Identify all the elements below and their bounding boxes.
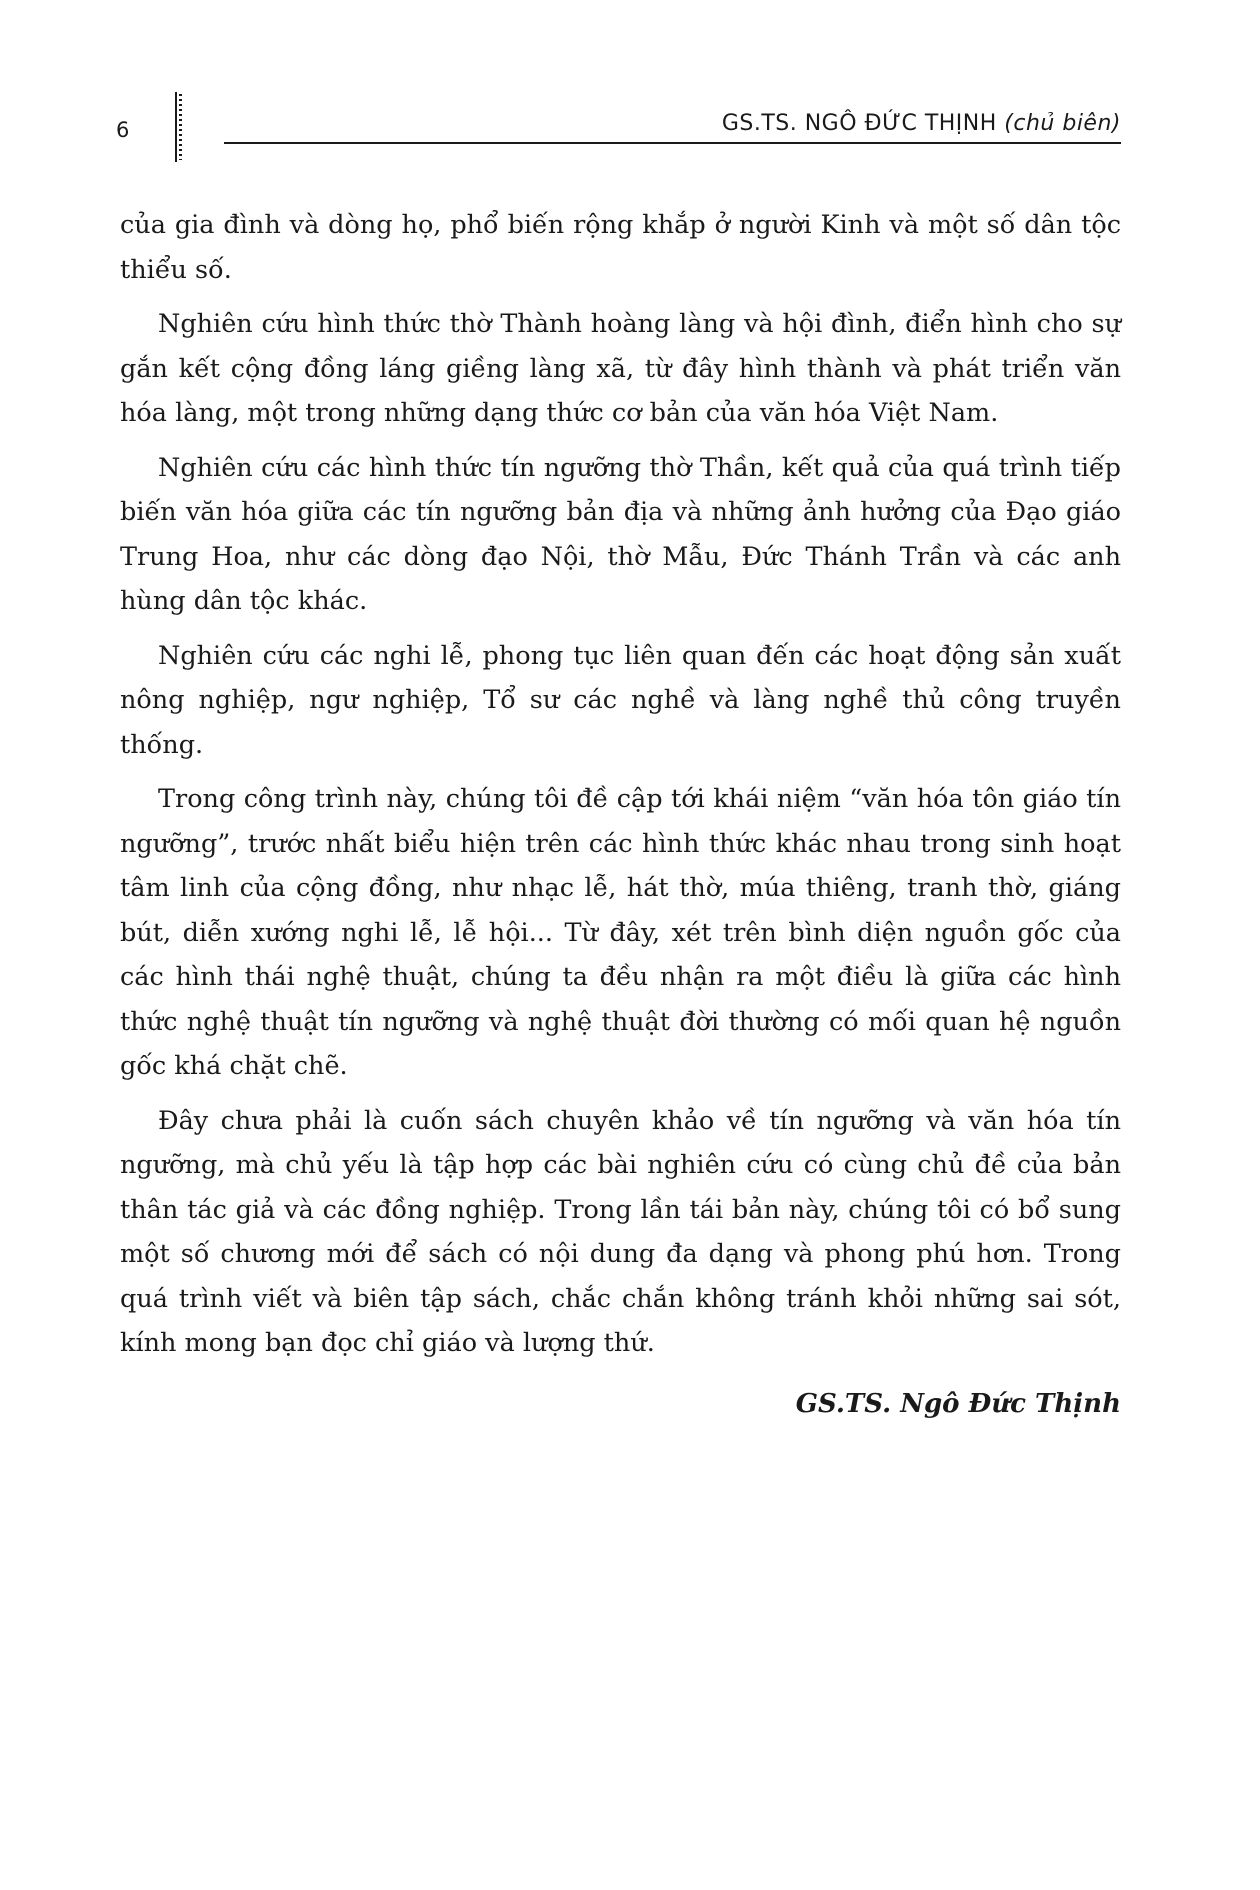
header-ornament bbox=[172, 92, 184, 162]
paragraph: Đây chưa phải là cuốn sách chuyên khảo về tín ngưỡng và văn hóa tín ngưỡng, mà chủ yếu là tập hợp các bài nghiên cứu có cùng chủ đề của bản thân tác giả và các đồng nghiệp. Trong lần tái bản này, chúng tôi có bổ sung một số chương mới để sách có nội dung đa dạng và phong phú hơn. Trong quá trình viết và biên tập sách, chắc chắn không tránh khỏi những sai sót, kính mong bạn đọc chỉ giáo và lượng thứ. bbox=[120, 1105, 1121, 1358]
page-number: 6 bbox=[116, 118, 130, 142]
ornament-bar bbox=[175, 92, 177, 162]
paragraph: Trong công trình này, chúng tôi đề cập tới khái niệm “văn hóa tôn giáo tín ngưỡng”, trước nhất biểu hiện trên các hình thức khác nhau trong sinh hoạt tâm linh của cộng đồng, như nhạc lễ, hát thờ, múa thiêng, tranh thờ, giáng bút, diễn xướng nghi lễ, lễ hội... Từ đây, xét trên bình diện nguồn gốc của các hình thái nghệ thuật, chúng ta đều nhận ra một điều là giữa các hình thức nghệ thuật tín ngưỡng và nghệ thuật đời thường có mối quan hệ nguồn gốc khá chặt chẽ. bbox=[120, 784, 1121, 1081]
ornament-dots bbox=[179, 94, 182, 160]
author-signature: GS.TS. Ngô Đức Thịnh bbox=[795, 1388, 1121, 1419]
body-text bbox=[120, 203, 1121, 1426]
paragraph: Nghiên cứu hình thức thờ Thành hoàng làng và hội đình, điển hình cho sự gắn kết cộng đồng láng giềng làng xã, từ đây hình thành và phát triển văn hóa làng, một trong những dạng thức cơ bản của văn hóa Việt Nam. bbox=[120, 309, 1121, 428]
paragraph: Nghiên cứu các hình thức tín ngưỡng thờ Thần, kết quả của quá trình tiếp biến văn hóa giữa các tín ngưỡng bản địa và những ảnh hưởng của Đạo giáo Trung Hoa, như các dòng đạo Nội, thờ Mẫu, Đức Thánh Trần và các anh hùng dân tộc khác. bbox=[120, 452, 1121, 616]
running-head-role: (chủ biên) bbox=[1004, 111, 1121, 136]
running-head bbox=[600, 110, 1121, 138]
running-head-author: GS.TS. NGÔ ĐỨC THỊNH bbox=[721, 111, 997, 136]
paragraph: Nghiên cứu các nghi lễ, phong tục liên quan đến các hoạt động sản xuất nông nghiệp, ngư nghiệp, Tổ sư các nghề và làng nghề thủ công truyền thống. bbox=[120, 640, 1121, 760]
paragraph-continuation: của gia đình và dòng họ, phổ biến rộng khắp ở người Kinh và một số dân tộc thiểu số. bbox=[120, 210, 1121, 285]
header-rule bbox=[224, 142, 1121, 144]
